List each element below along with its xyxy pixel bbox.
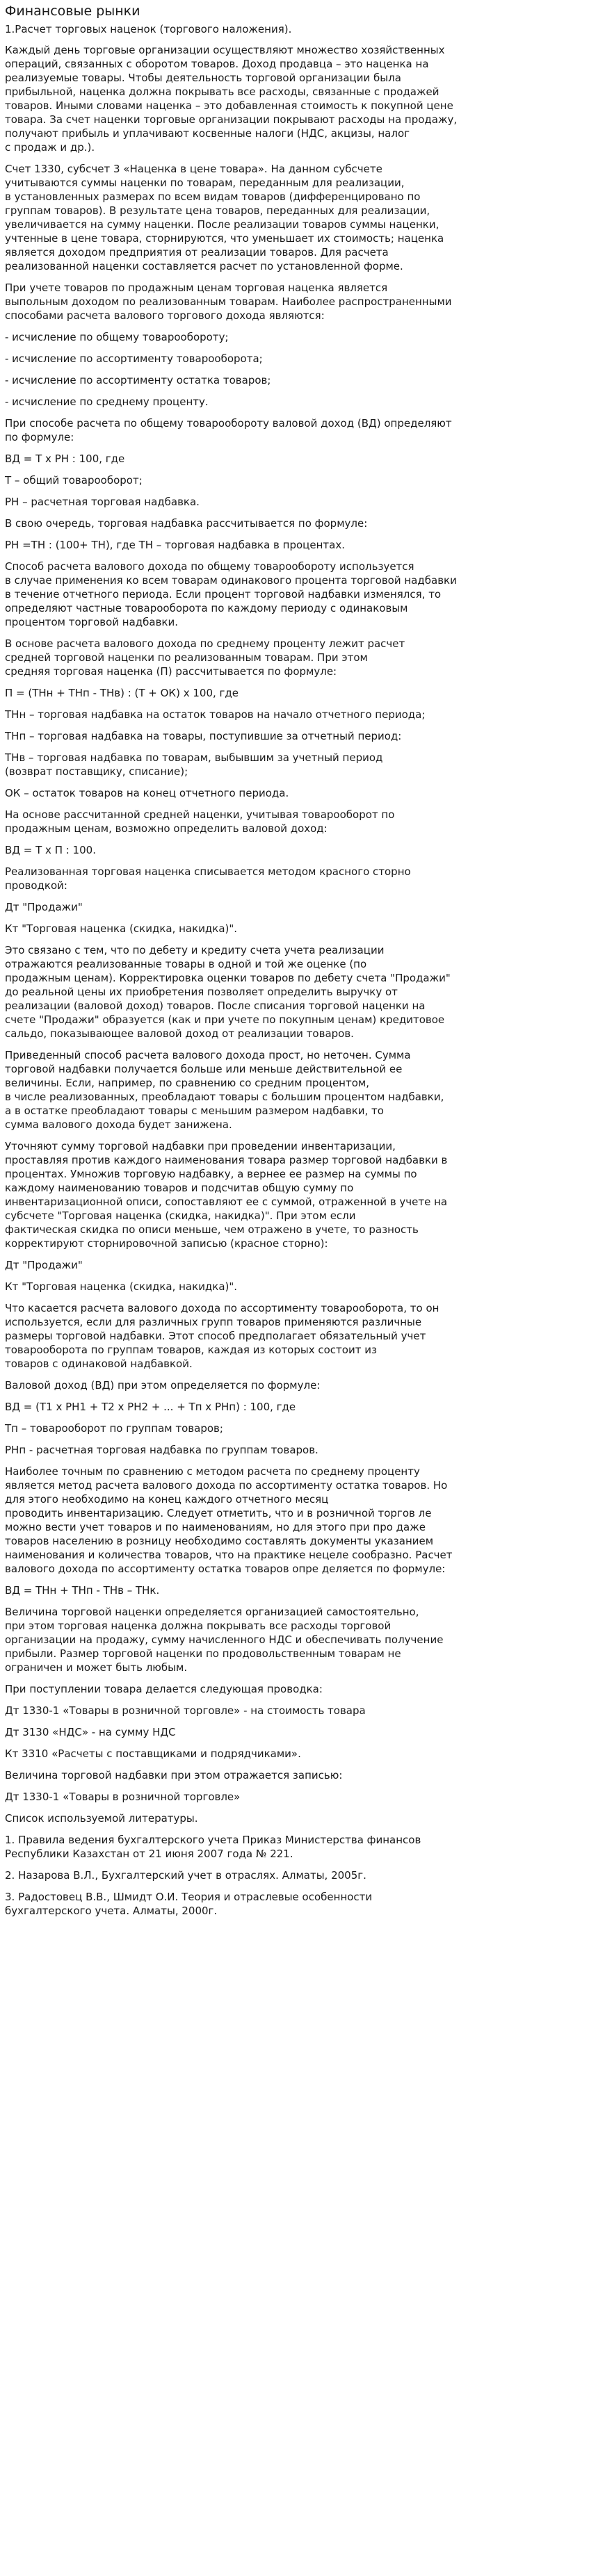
paragraph: Тп – товарооборот по группам товаров; (5, 1422, 223, 1435)
paragraph: Валовой доход (ВД) при этом определяется по формуле: (5, 1379, 321, 1392)
paragraph: Величина торговой надбавки при этом отражается записью: (5, 1769, 343, 1782)
paragraph: При способе расчета по общему товарообороту валовой доход (ВД) определяют по формуле: (5, 417, 452, 443)
paragraph: Дт "Продажи" (5, 901, 83, 913)
paragraph: ТНп – торговая надбавка на товары, поступившие за отчетный период: (5, 730, 402, 742)
paragraph: 1. Правила ведения бухгалтерского учета Приказ Министерства финансов Республики Казахстан от 21 июня 2007 года № 221. (5, 1834, 421, 1860)
paragraph: ОК – остаток товаров на конец отчетного периода. (5, 787, 289, 799)
paragraph: ВД = Т х РН : 100, где (5, 453, 125, 465)
paragraph: Дт 1330-1 «Товары в розничной торговле» (5, 1791, 241, 1803)
paragraph: П = (ТНн + ТНп - ТНв) : (Т + ОК) х 100, где (5, 687, 239, 699)
paragraph: ВД = (Т1 х РН1 + Т2 х РН2 + ... + Тп х РНп) : 100, где (5, 1401, 296, 1413)
paragraph: - исчисление по среднему проценту. (5, 396, 209, 408)
paragraph: Дт "Продажи" (5, 1259, 83, 1271)
paragraph: Способ расчета валового дохода по общему товарообороту используется в случае применения ко всем товарам одинакового процента торговой надбавки в течение отчетного периода. Если процент торговой надбавки изменялся, то определяют частные товарооборота по каждому периоду с одинаковым процентом торговой надбавки. (5, 560, 457, 628)
paragraph: 2. Назарова В.Л., Бухгалтерский учет в отраслях. Алматы, 2005г. (5, 1869, 366, 1882)
paragraph: Счет 1330, субсчет 3 «Наценка в цене товара». На данном субсчете учитываются суммы наценки по товарам, переданным для реализации, в установленных размерах по всем видам товаров (дифференцировано по группам товаров). В результате цена товаров, переданных для реализации, увеличивается на сумму наценки. После реализации товаров суммы наценки, учтенные в цене товара, сторнируются, что уменьшает их стоимость; наценка является доходом предприятия от реализации товаров. Для расчета реализованной наценки составляется расчет по установленной форме. (5, 163, 444, 272)
paragraph: Что касается расчета валового дохода по ассортименту товарооборота, то он используется, если для различных групп товаров применяются различные размеры торговой надбавки. Этот способ предполагает обязательный учет товарооборота по группам товаров, каждая из которых состоит из товаров с одинаковой надбавкой. (5, 1302, 439, 1370)
paragraph: - исчисление по общему товарообороту; (5, 331, 229, 343)
paragraph: 3. Радостовец В.В., Шмидт О.И. Теория и отраслевые особенности бухгалтерского учета. Алматы, 2000г. (5, 1891, 373, 1917)
paragraph: Кт "Торговая наценка (скидка, накидка)". (5, 1280, 238, 1293)
paragraph: ТНв – торговая надбавка по товарам, выбывшим за учетный период (возврат поставщику, списание); (5, 751, 383, 778)
paragraph: Реализованная торговая наценка списывается методом красного сторно проводкой: (5, 865, 411, 892)
paragraph: РН =ТН : (100+ ТН), где ТН – торговая надбавка в процентах. (5, 539, 345, 551)
paragraph: Кт 3310 «Расчеты с поставщиками и подрядчиками». (5, 1747, 301, 1760)
paragraph: Дт 3130 «НДС» - на сумму НДС (5, 1726, 176, 1738)
section-heading: 1.Расчет торговых наценок (торгового наложения). (5, 23, 292, 35)
paragraph: - исчисление по ассортименту остатка товаров; (5, 374, 271, 386)
paragraph: При учете товаров по продажным ценам торговая наценка является выпольным доходом по реализованным товарам. Наиболее распространенными способами расчета валового торгового дохода являются: (5, 282, 452, 322)
paragraph: Уточняют сумму торговой надбавки при проведении инвентаризации, проставляя против каждого наименования товара размер торговой надбавки в процентах. Умножив торговую надбавку, а вернее ее размер на суммы по каждому наименованию товаров и подсчитав общую сумму по инвентаризационной описи, сопоставляют ее с суммой, отраженной в учете на субсчете "Торговая наценка (скидка, накидка)". При этом если фактическая скидка по описи меньше, чем отражено в учете, то разность корректируют сторнировочной записью (красное сторно): (5, 1140, 448, 1250)
paragraph: ВД = Т х П : 100. (5, 844, 96, 856)
page-title: Финансовые рынки (5, 3, 140, 19)
paragraph: РН – расчетная торговая надбавка. (5, 496, 200, 508)
paragraph: В свою очередь, торговая надбавка рассчитывается по формуле: (5, 517, 368, 530)
document-body (5, 43, 583, 1918)
paragraph: РНп - расчетная торговая надбавка по группам товаров. (5, 1444, 318, 1456)
paragraph: Величина торговой наценки определяется организацией самостоятельно, при этом торговая наценка должна покрывать все расходы торговой организации на продажу, сумму начисленного НДС и обеспечивать получение прибыли. Размер торговой наценки по продовольственным товарам не ограничен и может быть любым. (5, 1606, 444, 1674)
paragraph: В основе расчета валового дохода по среднему проценту лежит расчет средней торговой наценки по реализованным товарам. При этом средняя торговая наценка (П) рассчитывается по формуле: (5, 637, 405, 678)
paragraph: Кт "Торговая наценка (скидка, накидка)". (5, 922, 238, 935)
paragraph: ТНн – торговая надбавка на остаток товаров на начало отчетного периода; (5, 708, 426, 721)
paragraph: Приведенный способ расчета валового дохода прост, но неточен. Сумма торговой надбавки получается больше или меньше действительной ее величины. Если, например, по сравнению со средним процентом, в числе реализованных, преобладают товары с большим процентом надбавки, а в остатке преобладают товары с меньшим размером надбавки, то сумма валового дохода будет занижена. (5, 1049, 444, 1131)
paragraph: На основе рассчитанной средней наценки, учитывая товарооборот по продажным ценам, возможно определить валовой доход: (5, 808, 395, 835)
paragraph: Дт 1330-1 «Товары в розничной торговле» - на стоимость товара (5, 1704, 366, 1717)
paragraph: Наиболее точным по сравнению с методом расчета по среднему проценту является метод расчета валового дохода по ассортименту остатка товаров. Но для этого необходимо на конец каждого отчетного месяц проводить инвентаризацию. Следует отметить, что и в розничной торгов ле можно вести учет товаров и по наименованиям, но для этого при про даже товаров населению в розницу необходимо составлять документы указанием наименования и количества товаров, что на практике нецеле сообразно. Расчет валового дохода по ассортименту остатка товаров опре деляется по формуле: (5, 1465, 453, 1575)
paragraph: ВД = ТНн + ТНп - ТНв – ТНк. (5, 1584, 160, 1597)
paragraph: Т – общий товарооборот; (5, 474, 143, 487)
paragraph: Список используемой литературы. (5, 1812, 198, 1825)
paragraph: Каждый день торговые организации осуществляют множество хозяйственных операций, связанных с оборотом товаров. Доход продавца – это наценка на реализуемые товары. Чтобы деятельность торговой организации была прибыльной, наценка должна покрывать все расходы, связанные с продажей товаров. Иными словами наценка – это добавленная стоимость к покупной цене товара. За счет наценки торговые организации покрывают расходы на продажу, получают прибыль и уплачивают косвенные налоги (НДС, акцизы, налог с продаж и др.). (5, 44, 458, 154)
paragraph: - исчисление по ассортименту товарооборота; (5, 352, 263, 365)
paragraph: Это связано с тем, что по дебету и кредиту счета учета реализации отражаются реализованные товары в одной и той же оценке (по продажным ценам). Корректировка оценки товаров по дебету счета "Продажи" до реальной цены их приобретения позволяет определить выручку от реализации (валовой доход) товаров. После списания торговой наценки на счете "Продажи" образуется (как и при учете по покупным ценам) кредитовое сальдо, показывающее валовой доход от реализации товаров. (5, 944, 451, 1040)
paragraph: При поступлении товара делается следующая проводка: (5, 1683, 323, 1695)
